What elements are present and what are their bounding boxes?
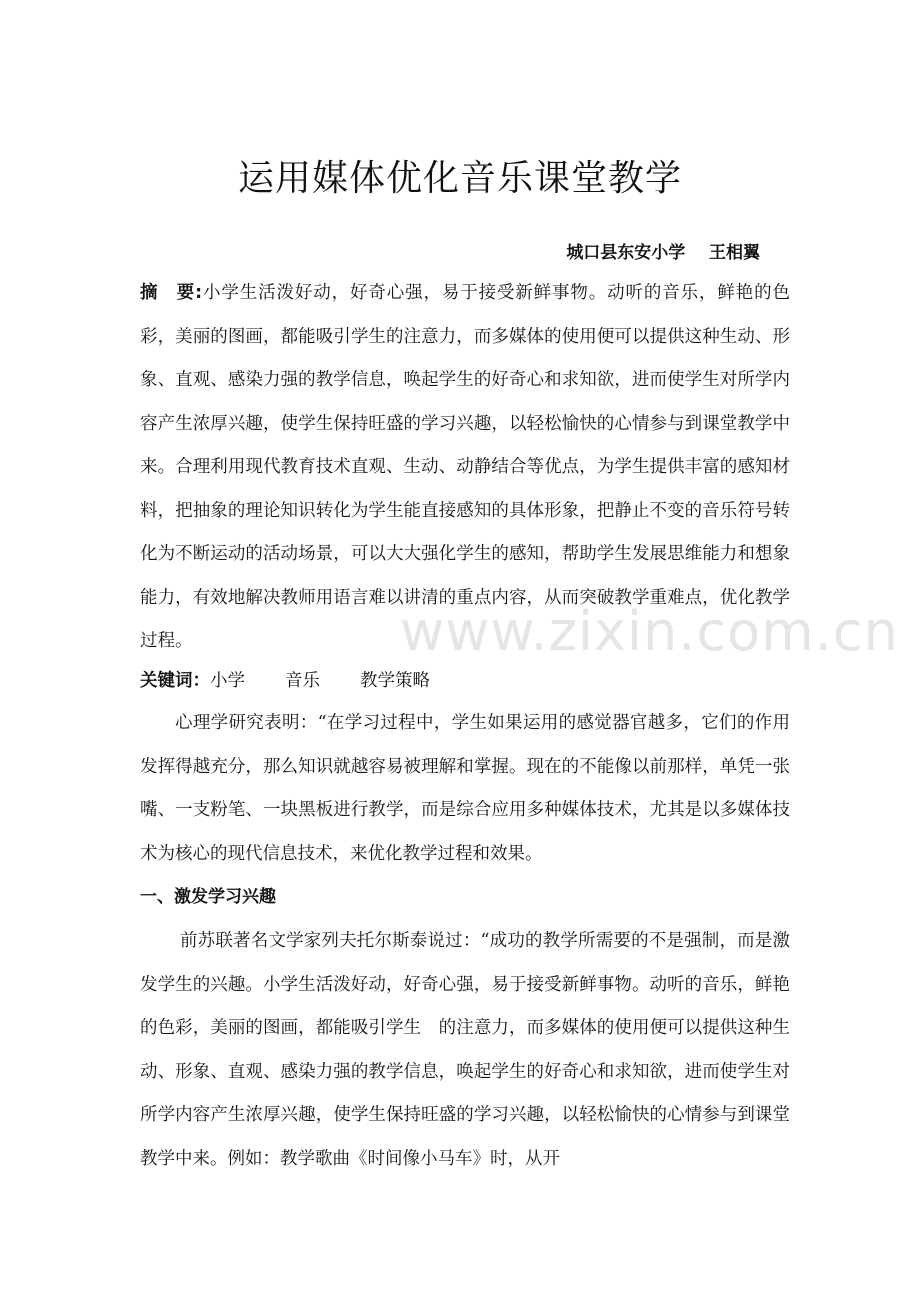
section-heading: 一、激发学习兴趣 [140, 887, 276, 907]
abstract-paragraph [140, 272, 790, 664]
watermark: www.zixin.com.cn [400, 600, 899, 663]
keywords-label: 关键词： [140, 671, 210, 691]
author-line: 城口县东安小学 王相翼 [566, 243, 760, 263]
body-paragraph: 前苏联著名文学家列夫托尔斯泰说过：“成功的教学所需要的不是强制，而是激发学生的兴趣。小学生活泼好动，好奇心强，易于接受新鲜事物。动听的音乐，鲜艳的色彩，美丽的图画，都能吸引学生 的注意力，而多媒体的使用便可以提供这种生动、形象、直观、感染力强的教学信息，唤起学生的好奇心和求知欲，进而使学生对所学内容产生浓厚兴趣，使学生保持旺盛的学习兴趣，以轻松愉快的心情参与到课堂教学中来。例如：教学歌曲《时间像小马车》时，从开 [140, 931, 790, 1169]
keyword-item: 小学 [210, 671, 245, 691]
keyword-item: 音乐 [285, 671, 320, 691]
body-paragraph: 心理学研究表明：“在学习过程中，学生如果运用的感觉器官越多，它们的作用发挥得越充分，那么知识就越容易被理解和掌握。现在的不能像以前那样，单凭一张嘴、一支粉笔、一块黑板进行教学，而是综合应用多种媒体技术，尤其是以多媒体技术为核心的现代信息技术，来优化教学过程和效果。 [140, 713, 790, 864]
abstract-text: 小学生活泼好动，好奇心强，易于接受新鲜事物。动听的音乐，鲜艳的色彩，美丽的图画，都能吸引学生的注意力，而多媒体的使用便可以提供这种生动、形象、直观、感染力强的教学信息，唤起学生的好奇心和求知欲，进而使学生对所学内容产生浓厚兴趣，使学生保持旺盛的学习兴趣，以轻松愉快的心情参与到课堂教学中来。合理利用现代教育技术直观、生动、动静结合等优点，为学生提供丰富的感知材料，把抽象的理论知识转化为学生能直接感知的具体形象，把静止不变的音乐符号转化为不断运动的活动场景，可以大大强化学生的感知，帮助学生发展思维能力和想象能力，有效地解决教师用语言难以讲清的重点内容，从而突破教学重难点，优化教学过程。 [140, 283, 791, 651]
keyword-item: 教学策略 [360, 671, 430, 691]
keywords-line [140, 660, 470, 704]
abstract-label: 摘 要: [140, 283, 203, 303]
document-title: 运用媒体优化音乐课堂教学 [237, 158, 682, 199]
